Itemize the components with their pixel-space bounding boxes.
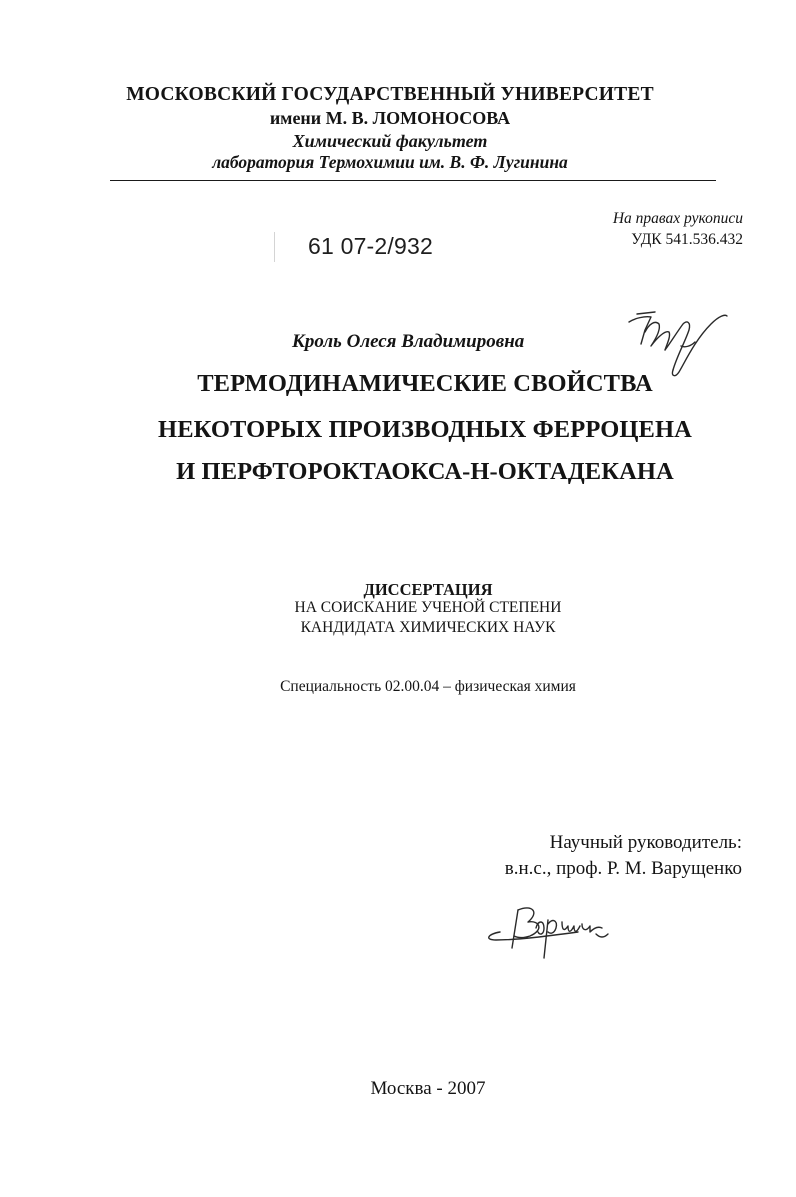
city-and-year: Москва - 2007 [370, 1078, 486, 1099]
dissertation-type: ДИССЕРТАЦИЯ [363, 580, 493, 599]
faculty-name: Химический факультет [292, 131, 488, 151]
title-line-2: НЕКОТОРЫХ ПРОИЗВОДНЫХ ФЕРРОЦЕНА [158, 416, 692, 443]
title-line-3: И ПЕРФТОРОКТАОКСА-Н-ОКТАДЕКАНА [176, 458, 674, 485]
archive-stamp-number: 61 07-2/932 [308, 233, 433, 259]
supervisor-signature-icon [478, 898, 618, 968]
supervisor-label: Научный руководитель: [549, 832, 742, 853]
udk-code: УДК 541.536.432 [631, 231, 743, 248]
laboratory-name: лаборатория Термохимии им. В. Ф. Лугинина [212, 152, 568, 172]
scan-artifact-line [274, 232, 275, 262]
manuscript-rights-note: На правах рукописи [612, 210, 743, 227]
degree-line-2: КАНДИДАТА ХИМИЧЕСКИХ НАУК [300, 619, 556, 636]
supervisor-name: в.н.с., проф. Р. М. Варущенко [504, 858, 742, 879]
degree-line-1: НА СОИСКАНИЕ УЧЕНОЙ СТЕПЕНИ [294, 599, 562, 616]
title-line-1: ТЕРМОДИНАМИЧЕСКИЕ СВОЙСТВА [197, 370, 653, 397]
university-named-after: имени М. В. ЛОМОНОСОВА [269, 108, 511, 128]
university-name: МОСКОВСКИЙ ГОСУДАРСТВЕННЫЙ УНИВЕРСИТЕТ [126, 84, 654, 105]
author-name: Кроль Олеся Владимировна [292, 331, 525, 352]
specialty-line: Специальность 02.00.04 – физическая химия [280, 678, 576, 695]
header-divider [110, 180, 716, 181]
